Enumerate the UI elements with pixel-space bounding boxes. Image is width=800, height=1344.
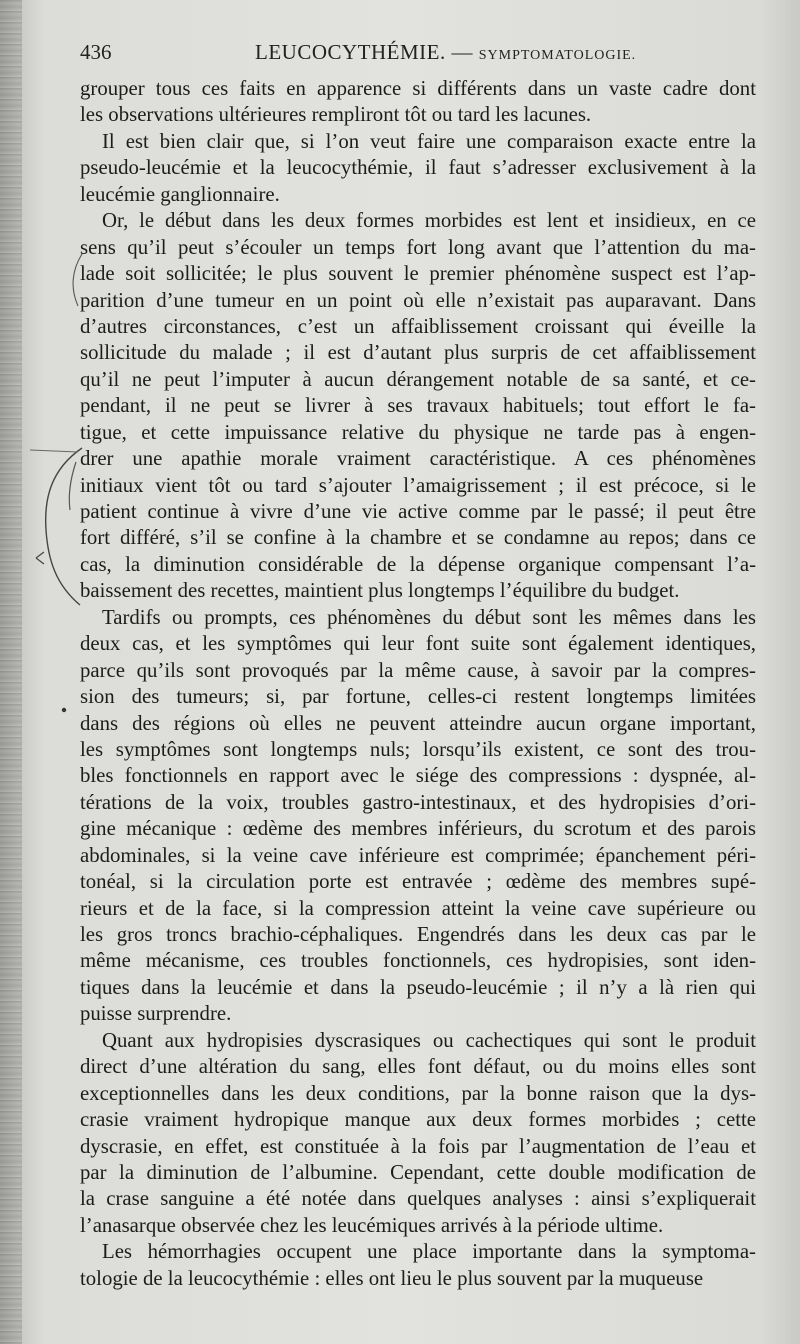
text-line: dyscrasie, en effet, est constituée à la fois par l’augmentation de l’eau et <box>80 1134 756 1158</box>
text-line: d’autres circonstances, c’est un affaiblissement croissant qui éveille la <box>80 314 756 338</box>
text-line: par la diminution de l’albumine. Cependant, cette double modification de <box>80 1160 756 1184</box>
body-text <box>80 76 756 1292</box>
text-line: tiques dans la leucémie et dans la pseudo-leucémie ; il n’y a là rien qui <box>80 975 756 999</box>
text-line: drer une apathie morale vraiment caractéristique. A ces phénomènes <box>80 447 756 471</box>
pencil-margin-dot <box>58 704 70 716</box>
text-line: Or, le début dans les deux formes morbides est lent et insidieux, en ce <box>102 209 756 233</box>
text-line: l’anasarque observée chez les leucémiques arrivés à la période ultime. <box>80 1213 664 1237</box>
text-line: grouper tous ces faits en apparence si différents dans un vaste cadre dont <box>80 77 756 100</box>
text-line: même mécanisme, ces troubles fonctionnels, ces hydropisies, sont iden- <box>80 949 756 973</box>
text-line: les gros troncs brachio-céphaliques. Engendrés dans les deux cas par le <box>80 923 756 946</box>
text-line: sens qu’il peut s’écouler un temps fort long avant que l’attention du ma- <box>80 235 756 259</box>
text-line: puisse surprendre. <box>80 1002 232 1026</box>
text-line: pendant, il ne peut se livrer à ses travaux habituels; tout effort le fa- <box>80 394 756 418</box>
text-line: baissement des recettes, maintient plus longtemps l’équilibre du budget. <box>80 579 680 603</box>
text-line: tonéal, si la circulation porte est entravée ; œdème des membres supé- <box>80 870 756 894</box>
text-line: Quant aux hydropisies dyscrasiques ou cachectiques qui sont le produit <box>102 1028 756 1052</box>
text-line: qu’il ne peut l’imputer à aucun dérangement notable de sa santé, et ce- <box>80 367 756 391</box>
text-line: pseudo-leucémie et la leucocythémie, il faut s’adresser exclusivement à la <box>80 156 756 180</box>
page-number: 436 <box>80 40 112 64</box>
text-line: deux cas, et les symptômes qui leur font suite sont également identiques, <box>80 632 756 656</box>
text-line: les symptômes sont longtemps nuls; lorsqu’ils existent, ce sont des trou- <box>80 737 756 761</box>
text-line: crasie vraiment hydropique manque aux deux formes morbides ; cette <box>80 1108 756 1132</box>
text-line: lade soit sollicitée; le plus souvent le premier phénomène suspect est l’ap- <box>80 262 756 286</box>
text-line: direct d’une altération du sang, elles font défaut, ou du moins elles sont <box>80 1055 756 1079</box>
text-line: initiaux vient tôt ou tard s’ajouter l’amaigrissement ; il est précoce, si le <box>80 473 756 497</box>
text-line: parition d’une tumeur en un point où elle n’existait pas auparavant. Dans <box>80 288 756 312</box>
text-line: exceptionnelles dans les deux conditions, par la bonne raison que la dys- <box>80 1081 756 1105</box>
text-line: rieurs et de la face, si la compression atteint la veine cave supérieure ou <box>80 896 756 920</box>
text-line: tologie de la leucocythémie : elles ont lieu le plus souvent par la muqueuse <box>80 1266 704 1290</box>
running-header <box>80 38 760 68</box>
title-dash: — <box>451 40 473 64</box>
text-line: Il est bien clair que, si l’on veut faire une comparaison exacte entre la <box>102 129 756 153</box>
section-title: SYMPTOMATOLOGIE. <box>478 48 637 63</box>
text-line: bles fonctionnels en rapport avec le siége des compressions : dyspnée, al- <box>80 764 756 788</box>
text-line: les observations ultérieures rempliront tôt ou tard les lacunes. <box>80 103 592 127</box>
text-line: patient continue à vivre d’une vie active comme par le passé; il peut être <box>80 500 756 523</box>
running-title <box>255 40 636 65</box>
text-line: cas, la diminution considérable de la dépense organique compensant l’a- <box>80 552 756 576</box>
text-line: abdominales, si la veine cave inférieure est comprimée; épanchement péri- <box>80 843 756 867</box>
text-line: térations de la voix, troubles gastro-intestinaux, et des hydropisies d’ori- <box>80 790 756 814</box>
text-line: la crase sanguine a été notée dans quelques analyses : ainsi s’expliquerait <box>80 1187 756 1211</box>
text-line: fort différé, s’il se confine à la chambre et se condamne au repos; dans ce <box>80 526 756 550</box>
page-spine-shadow <box>0 0 22 1344</box>
text-line: sion des tumeurs; si, par fortune, celles-ci restent longtemps limitées <box>80 685 756 709</box>
text-line: gine mécanique : œdème des membres inférieurs, du scrotum et des parois <box>80 817 756 841</box>
text-line: tigue, et cette impuissance relative du physique ne tarde pas à engen- <box>80 420 756 444</box>
text-line: sollicitude du malade ; il est d’autant plus surpris de cet affaiblissement <box>80 341 756 365</box>
text-line: dans des régions où elles ne peuvent atteindre aucun organe important, <box>80 711 756 735</box>
text-line: leucémie ganglionnaire. <box>80 182 280 206</box>
text-line: parce qu’ils sont provoqués par la même cause, à savoir par la compres- <box>80 658 756 682</box>
text-line: Tardifs ou prompts, ces phénomènes du début sont les mêmes dans les <box>102 605 756 629</box>
chapter-title: LEUCOCYTHÉMIE. <box>255 40 446 64</box>
text-line: Les hémorrhagies occupent une place importante dans la symptoma- <box>102 1240 756 1264</box>
